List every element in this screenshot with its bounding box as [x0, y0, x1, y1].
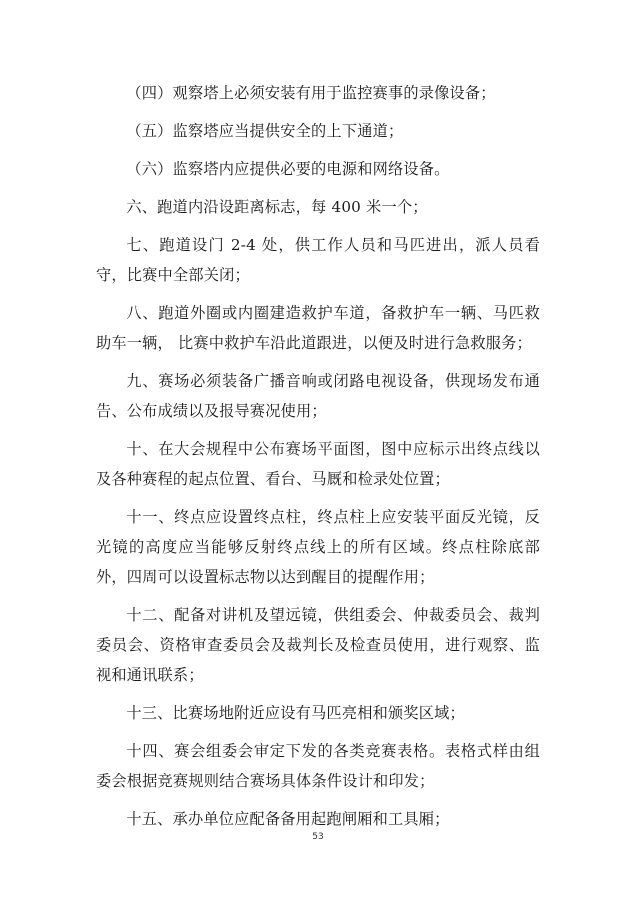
paragraph: 十三、比赛场地附近应设有马匹亮相和颁奖区域；: [126, 704, 465, 722]
paragraph: 七、跑道设门 2-4 处，供工作人员和马匹进出，派人员看守，比赛中全部关闭；: [96, 236, 540, 284]
paragraph: （五）监察塔应当提供安全的上下通道；: [126, 122, 404, 140]
paragraph: （四）观察塔上必须安装有用于监控赛事的录像设备；: [126, 84, 496, 102]
paragraph: 十二、配备对讲机及望远镜，供组委会、仲裁委员会、裁判委员会、资格审查委员会及裁判长及检查员使用，进行观察、监视和通讯联系；: [96, 606, 540, 684]
paragraph: 十四、赛会组委会审定下发的各类竞赛表格。表格式样由组委会根据竞赛规则结合赛场具体条件设计和印发；: [96, 742, 540, 790]
paragraph: 十、在大会规程中公布赛场平面图，图中应标示出终点线以及各种赛程的起点位置、看台、马厩和检录处位置；: [96, 440, 540, 488]
paragraph: （六）监察塔内应提供必要的电源和网络设备。: [126, 160, 450, 178]
paragraph: 十一、终点应设置终点柱，终点柱上应安装平面反光镜，反光镜的高度应当能够反射终点线上的所有区域。终点柱除底部外，四周可以设置标志物以达到醒目的提醒作用；: [96, 508, 540, 586]
page-number: 53: [312, 832, 324, 842]
paragraph: 十五、承办单位应配备备用起跑闸厢和工具厢；: [126, 810, 450, 828]
paragraph: 九、赛场必须装备广播音响或闭路电视设备，供现场发布通告、公布成绩以及报导赛况使用；: [96, 372, 540, 420]
document-body: [96, 78, 540, 842]
paragraph: 八、跑道外圈或内圈建造救护车道，备救护车一辆、马匹救助车一辆， 比赛中救护车沿此道跟进，以便及时进行急救服务；: [96, 304, 540, 352]
paragraph: 六、跑道内沿设距离标志，每 400 米一个；: [126, 198, 428, 216]
